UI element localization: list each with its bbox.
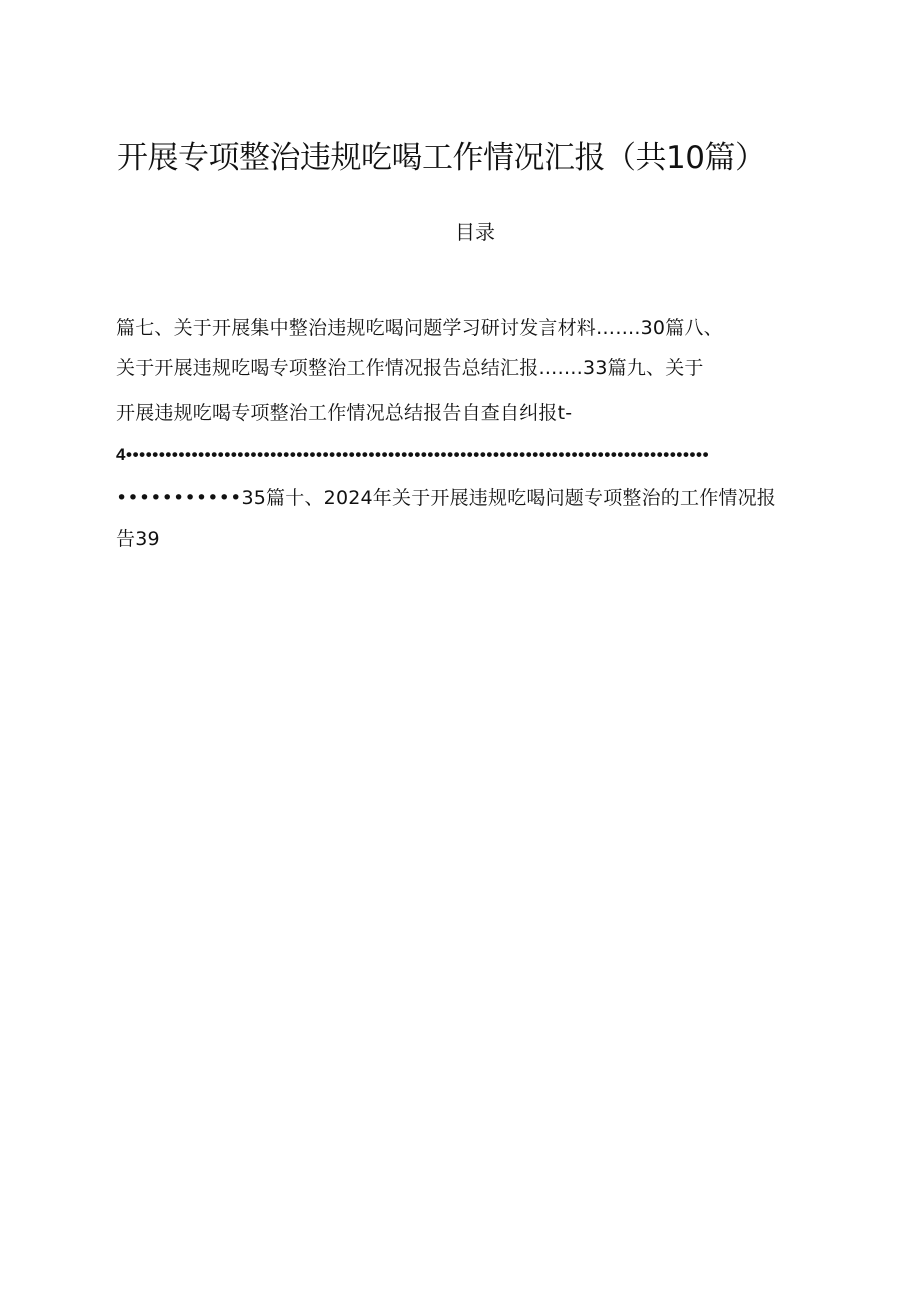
toc-line-dot-leader: 4••••••••••••••••••••••••••••••••••••••••••••••••••••••••••••••••••••••••••••••••••••••••• <box>116 445 710 464</box>
toc-line: •••••••••••35篇十、2024年关于开展违规吃喝问题专项整治的工作情况报 <box>116 487 777 509</box>
document-title: 开展专项整治违规吃喝工作情况汇报（共10篇） <box>117 140 766 176</box>
toc-heading: 目录 <box>455 220 495 244</box>
toc-line: 关于开展违规吃喝专项整治工作情况报告总结汇报….…33篇九、关于 <box>116 357 704 379</box>
toc-line: 开展违规吃喝专项整治工作情况总结报告自查自纠报t- <box>116 402 573 424</box>
toc-line: 告39 <box>116 528 160 550</box>
toc-line: 篇七、关于开展集中整治违规吃喝问题学习研讨发言材料…….30篇八、 <box>116 317 723 339</box>
